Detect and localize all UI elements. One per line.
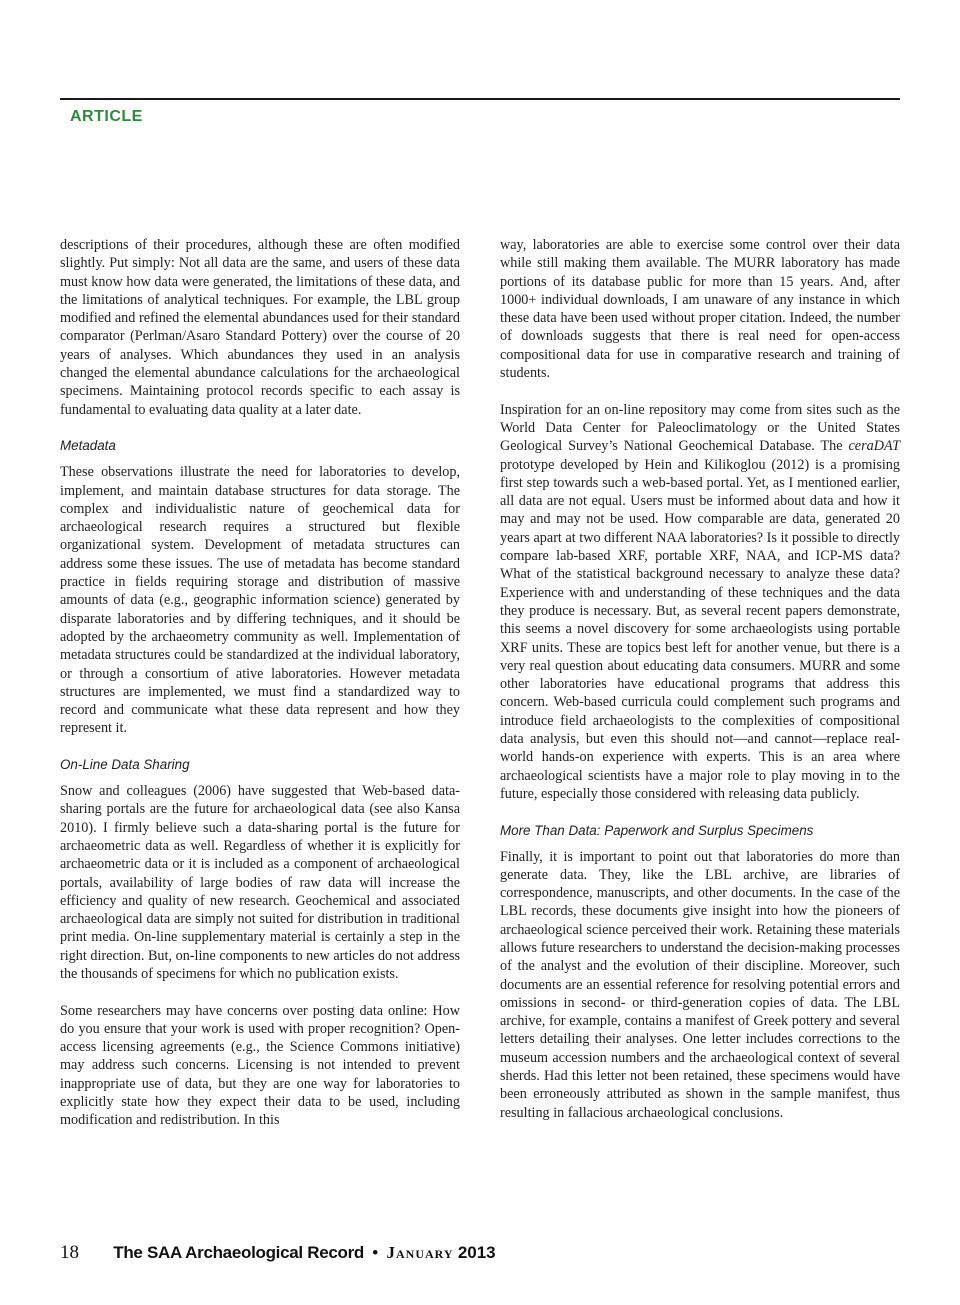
heading-metadata: Metadata bbox=[60, 438, 116, 454]
page-footer bbox=[60, 1242, 496, 1264]
journal-title: The SAA Archaeological Record bbox=[113, 1243, 365, 1262]
paragraph: These observations illustrate the need for laboratories to develop, implement, and maintain database structures for data storage. The complex and individualistic nature of geochemical data for archaeological research requires a structured but flexible organizational system. Development of metadata structures can address some these issues. The use of metadata has become standard practice in fields requiring storage and distribution of massive amounts of data (e.g., geographic information science) generated by disparate laboratories and by differing techniques, and it should be adopted by the archaeometry community as well. Implementation of metadata structures could be standardized at the individual laboratory, or through a consortium of ative laboratories. However metadata structures are implemented, we must find a standardized way to record and communicate what these data represent and how they represent it. bbox=[60, 464, 460, 737]
left-column bbox=[60, 236, 460, 1148]
paragraph: Some researchers may have concerns over posting data online: How do you ensure that your work is used with proper recognition? Open-access licensing agreements (e.g., the Science Commons initiative) may address such concerns. Licensing is not intended to prevent inappropriate use of data, but they are one way for laboratories to explicitly state how they expect their data to be used, including modification and redistribution. In this bbox=[60, 1002, 460, 1129]
right-column bbox=[500, 236, 900, 1140]
paragraph-text: prototype developed by Hein and Kilikoglou (2012) is a promising first step towards such a web-based portal. Yet, as I mentioned earlier, all data are not equal. Users must be informed about data and how it may and may not be used. How comparable are data, generated 20 years apart at two different NAA laboratories? Is it possible to directly compare lab-based XRF, portable XRF, NAA, and ICP-MS data? What of the statistical background necessary to analyze these data? Experience with and understanding of these techniques and the data they produce is necessary. But, as several recent papers demonstrate, this seems a novel discovery for some archaeologists using portable XRF units. These are topics best left for another venue, but there is a very real question about educating data consumers. MURR and some other laboratories have educational programs that address this concern. Web-based curricula could complement such programs and introduce field archaeologists to the complexities of compositional data analysis, but even this should not—and cannot—replace real-world hands-on experience with experts. This is an area where archaeological scientists have a major role to play moving in to the future, especially those considered with releasing data publicly. bbox=[500, 456, 900, 802]
paragraph: Finally, it is important to point out that laboratories do more than generate data. They, like the LBL archive, are libraries of correspondence, manuscripts, and other documents. In the case of the LBL records, these documents give insight into how the pioneers of archaeological science perceived their work. Retaining these materials allows future researchers to understand the decision-making processes of the analyst and the evolution of their discipline. Moreover, such documents are an essential reference for resolving potential errors and omissions in second- or third-generation copies of data. The LBL archive, for example, contains a manifest of Greek pottery and several letters detailing their analyses. One letter includes corrections to the museum accession numbers and the archaeological context of several sherds. Had this letter not been retained, these specimens would have been erroneously attributed as shown in the sample manifest, thus resulting in fallacious archaeological conclusions. bbox=[500, 848, 900, 1121]
paragraph: descriptions of their procedures, although these are often modified slightly. Put simply: Not all data are the same, and users of these data must know how data were generated, the limitations of these data, and the limitations of analytical techniques. For example, the LBL group modified and refined the elemental abundances used for their standard comparator (Perlman/Asaro Standard Pottery) over the course of 20 years of analyses. Which abundances they used in an analysis changed the elemental abundance calculations for the archaeological specimens. Maintaining protocol records specific to each assay is fundamental to evaluating data quality at a later date. bbox=[60, 237, 460, 418]
paragraph: way, laboratories are able to exercise some control over their data while still making them available. The MURR laboratory has made portions of its database public for more than 15 years. And, after 1000+ individual downloads, I am unaware of any instance in which these data have been used without proper citation. Indeed, the number of downloads suggests that there is real need for open-access compositional data for use in comparative research and training of students. bbox=[500, 237, 900, 382]
page-number: 18 bbox=[60, 1242, 79, 1263]
paragraph: Snow and colleagues (2006) have suggested that Web-based data-sharing portals are the future for archaeological data (see also Kansa 2010). I firmly believe such a data-sharing portal is the future for archaeometric data as well. Regardless of whether it is explicitly for archaeometric data or it is included as a component of archaeological portals, availability of large bodies of raw data will increase the efficiency and quality of new research. Geochemical and associated archaeological data are simply not suited for distribution in traditional print media. On-line supplementary material is certainly a step in the right direction. But, on-line components to new articles do not address the thousands of specimens for which no publication exists. bbox=[60, 783, 460, 982]
paragraph bbox=[500, 401, 900, 804]
issue-year: 2013 bbox=[457, 1243, 496, 1262]
bullet-separator: • bbox=[372, 1243, 379, 1262]
paragraph-text: Inspiration for an on-line repository may come from sites such as the World Data Center for Paleoclimatology or the United States Geological Survey’s National Geochemical Database. The bbox=[500, 401, 900, 455]
section-label: ARTICLE bbox=[70, 108, 143, 125]
issue-month: January bbox=[386, 1243, 454, 1262]
heading-online-data-sharing: On-Line Data Sharing bbox=[60, 757, 190, 773]
heading-more-than-data: More Than Data: Paperwork and Surplus Specimens bbox=[500, 822, 814, 838]
ceradat-name: ceraDAT bbox=[848, 438, 900, 455]
header-rule bbox=[60, 98, 900, 100]
